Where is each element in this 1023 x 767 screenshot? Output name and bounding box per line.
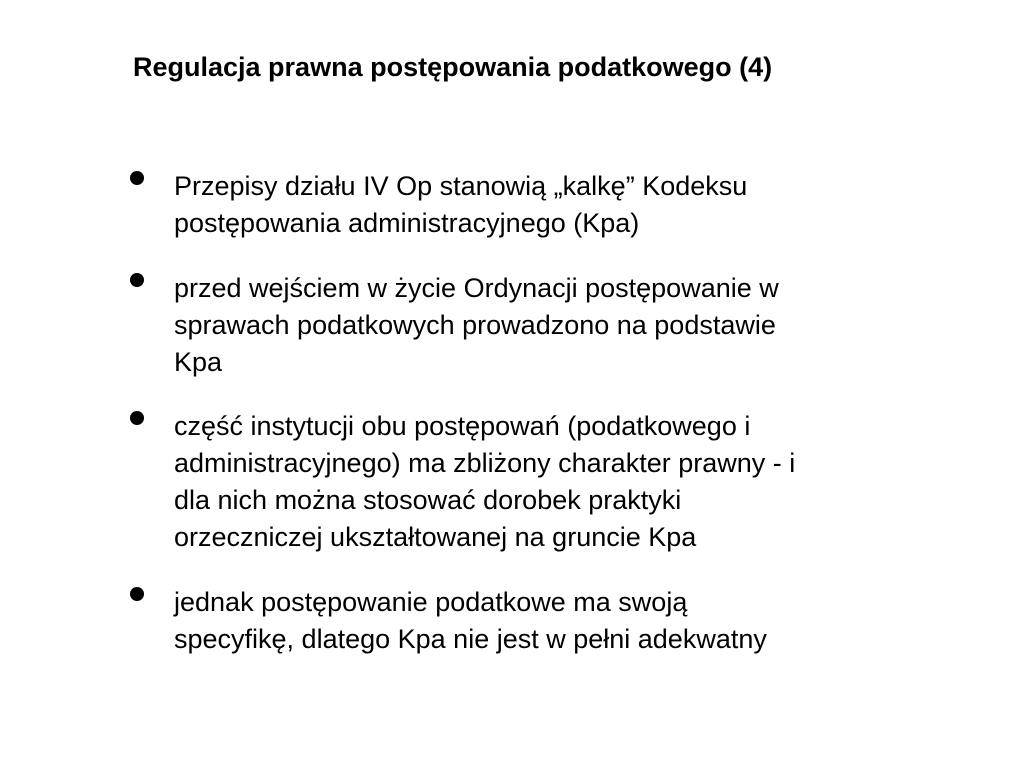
bullet-dot-icon (130, 587, 144, 601)
bullet-text: Przepisy działu IV Op stanowią „kalkę” Kodeksu postępowania administracyjnego (Kpa) (174, 171, 748, 238)
bullet-text: przed wejściem w życie Ordynacji postępowanie w sprawach podatkowych prowadzono na podstawie Kpa (174, 273, 779, 377)
bullet-dot-icon (130, 411, 144, 425)
bullet-text: część instytucji obu postępowań (podatkowego i administracyjnego) ma zbliżony charakter prawny - i dla nich można stosować dorobek praktyki orzeczniczej ukształtowanej na gruncie Kpa (174, 411, 796, 552)
slide-title: Regulacja prawna postępowania podatkowego (4) (133, 52, 773, 82)
bullet-dot-icon (130, 171, 144, 185)
bullet-dot-icon (130, 273, 144, 287)
bullet-text: jednak postępowanie podatkowe ma swoją specyfikę, dlatego Kpa nie jest w pełni adekwatny (174, 587, 767, 654)
